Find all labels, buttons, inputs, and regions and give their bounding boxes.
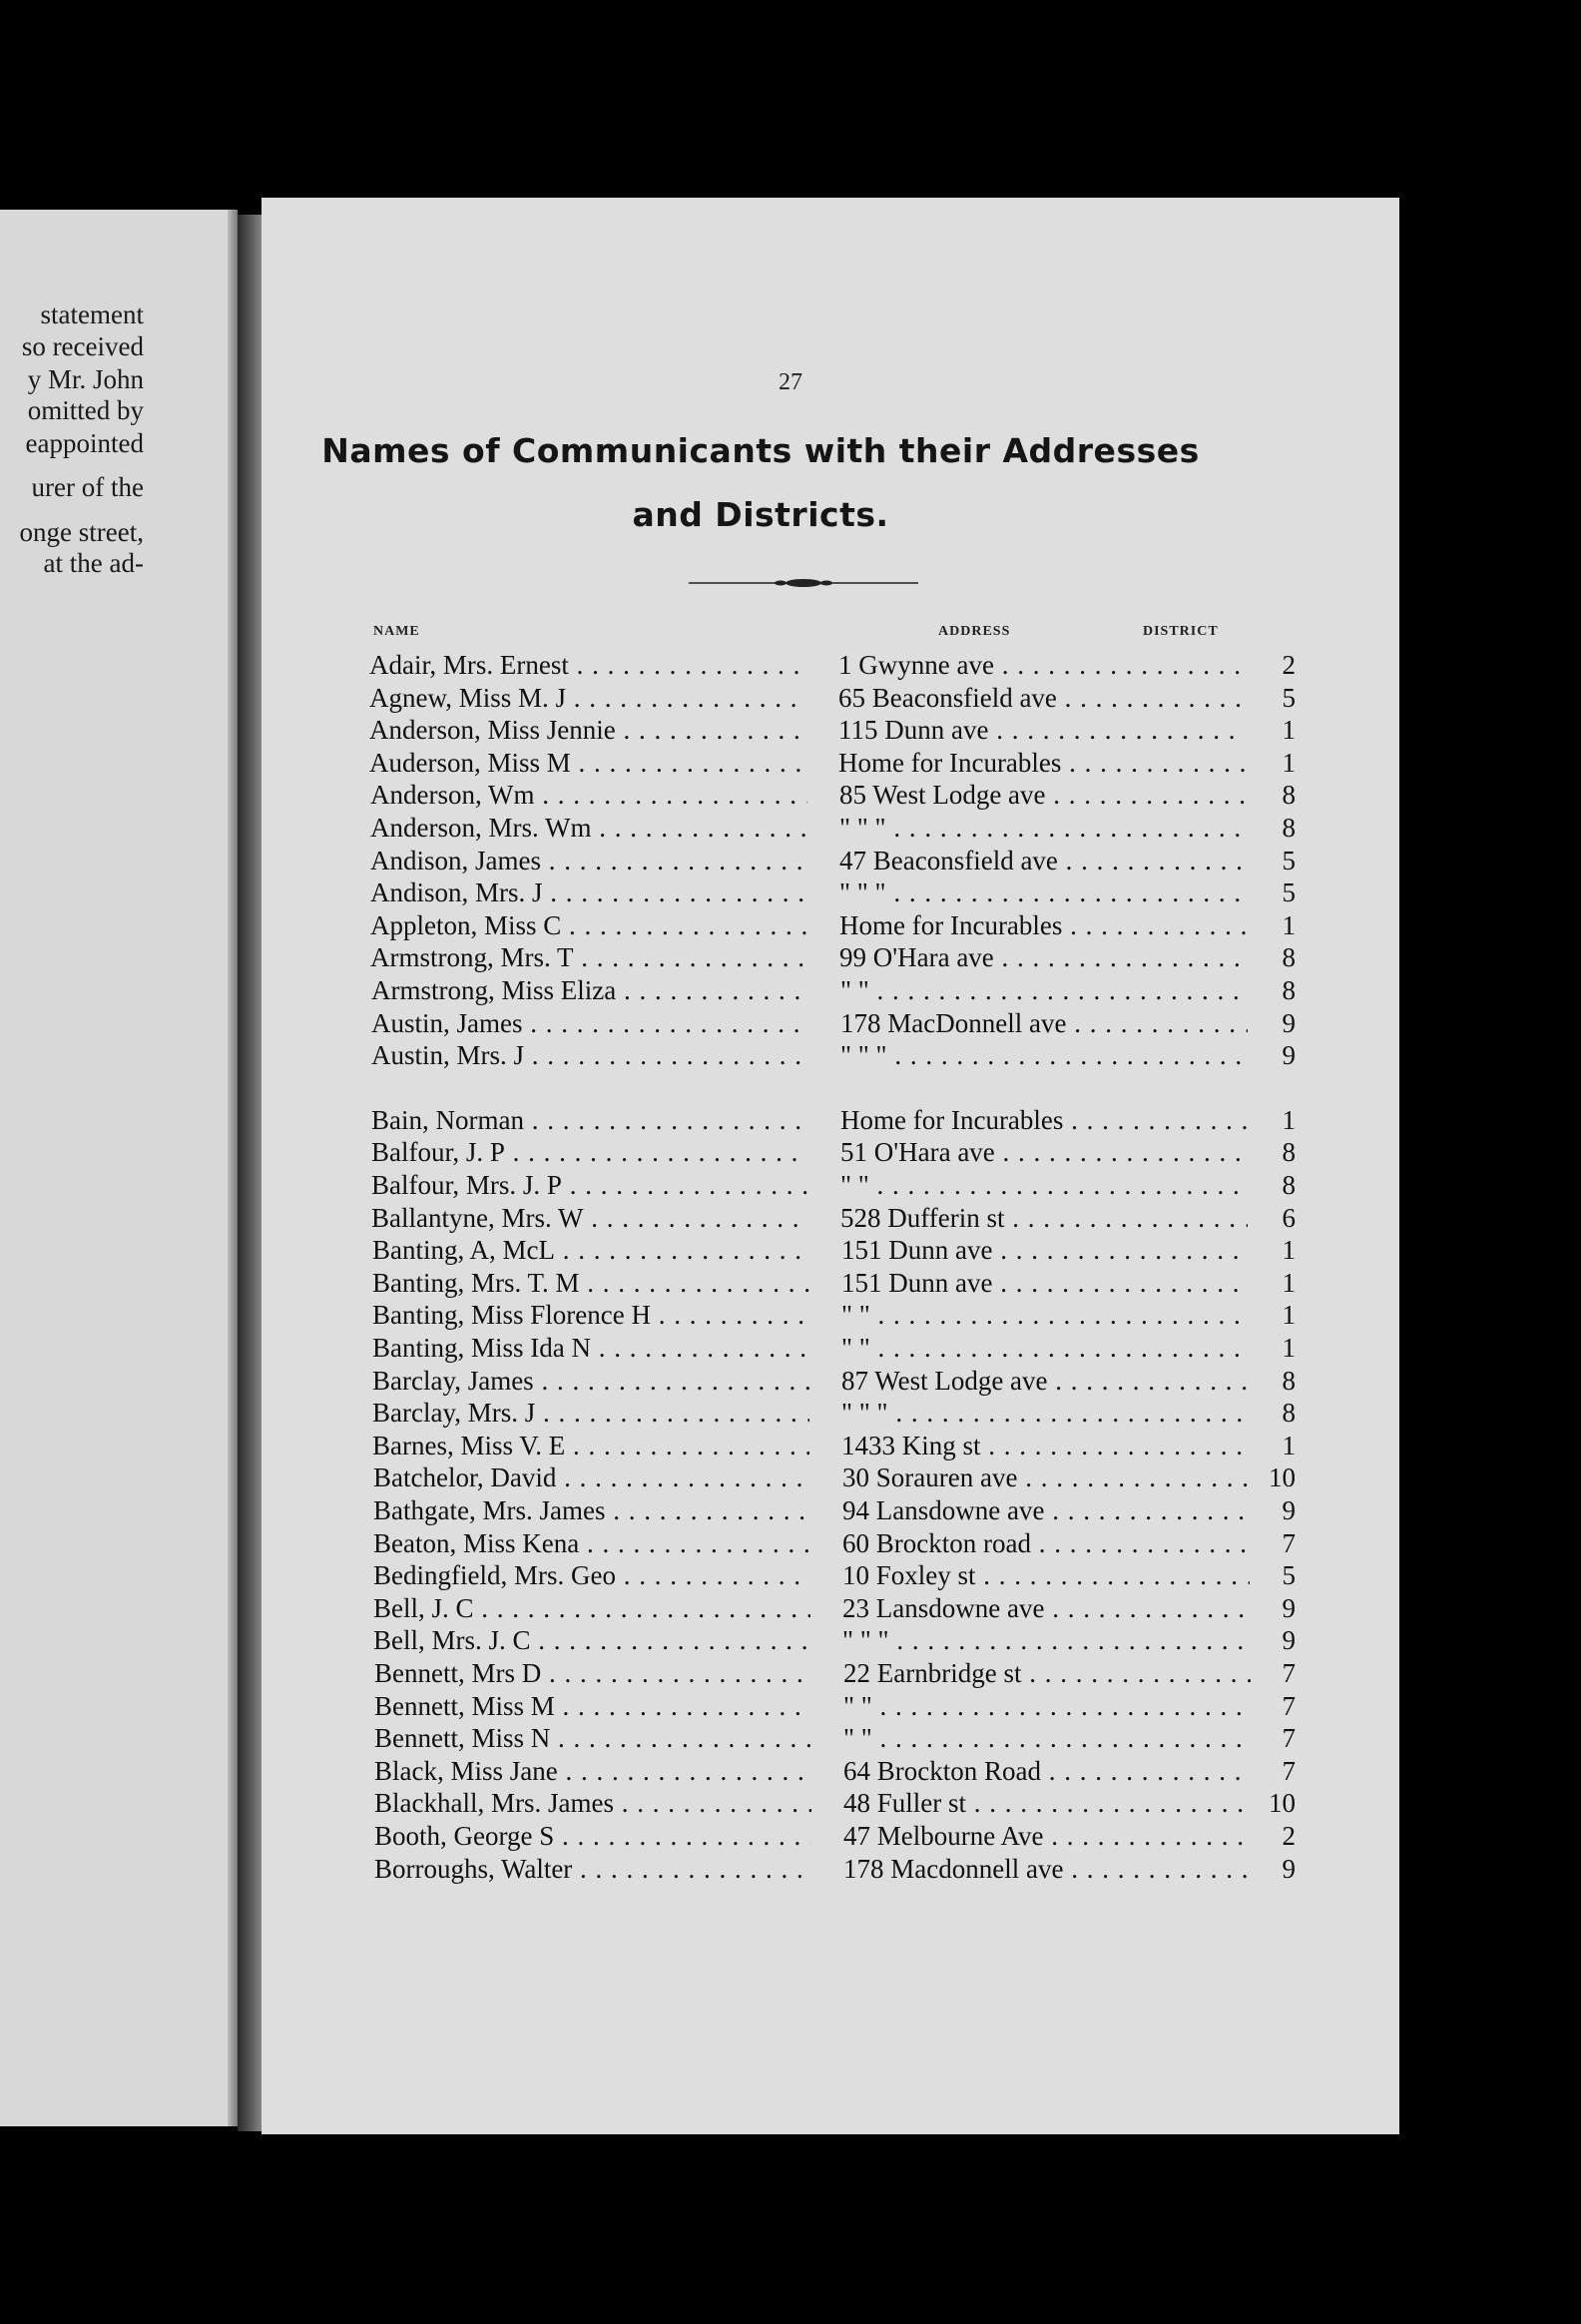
entry-district: 1 <box>1282 715 1296 746</box>
entry-address: 99 O'Hara ave . . . <box>839 941 1247 973</box>
entry-address: 48 Fuller st . . . <box>843 1787 1251 1819</box>
list-item <box>262 1690 1399 1722</box>
left-page-text: omitted by <box>27 395 144 425</box>
entry-name: Adair, Mrs. Ernest . . . <box>369 649 806 681</box>
entry-name: Bennett, Miss N . . . <box>374 1722 811 1754</box>
entry-district: 5 <box>1282 877 1296 908</box>
entry-name: Bell, Mrs. J. C . . . <box>373 1624 810 1656</box>
entry-name: Agnew, Miss M. J . . . <box>369 682 806 714</box>
left-page-text: statement <box>40 299 144 329</box>
list-item <box>262 1787 1399 1819</box>
list-item <box>262 714 1399 746</box>
list-item <box>262 1820 1399 1852</box>
entry-district: 10 <box>1269 1788 1296 1819</box>
list-item <box>262 876 1399 908</box>
entry-name: Banting, Mrs. T. M . . . <box>372 1267 809 1299</box>
entry-district: 5 <box>1282 1560 1296 1591</box>
list-item <box>262 747 1399 779</box>
entry-district: 8 <box>1282 1365 1296 1396</box>
list-item <box>262 1169 1399 1201</box>
entry-address: 47 Beaconsfield ave . . . <box>839 845 1247 876</box>
entry-district: 1 <box>1282 1300 1296 1331</box>
entry-address: 47 Melbourne Ave . . . <box>843 1820 1251 1852</box>
title-line-1: Names of Communicants with their Addresses <box>321 431 1200 470</box>
entry-name: Balfour, J. P . . . <box>371 1136 808 1168</box>
entry-name: Bathgate, Mrs. James . . . <box>373 1494 810 1526</box>
entry-district: 1 <box>1282 747 1296 778</box>
entry-name: Armstrong, Mrs. T . . . <box>370 941 807 973</box>
list-item <box>262 1624 1399 1656</box>
entry-address: " " " . . . <box>842 1624 1250 1656</box>
entry-district: 1 <box>1282 1333 1296 1363</box>
entry-name: Ballantyne, Mrs. W . . . <box>371 1202 808 1234</box>
entry-district: 8 <box>1282 942 1296 973</box>
list-item <box>262 974 1399 1006</box>
entry-address: 178 MacDonnell ave . . . <box>840 1007 1248 1039</box>
entry-name: Austin, Mrs. J . . . <box>371 1039 808 1071</box>
entry-name: Andison, James . . . <box>370 845 807 876</box>
entry-address: 85 West Lodge ave . . . <box>839 779 1247 811</box>
entry-district: 9 <box>1282 1040 1296 1071</box>
left-page-text: eappointed <box>25 428 144 458</box>
left-page-text: y Mr. John <box>27 364 144 394</box>
entry-district: 8 <box>1282 1170 1296 1200</box>
left-page-gutter <box>228 210 238 2126</box>
entry-district: 9 <box>1282 1853 1296 1884</box>
entry-address: " " " . . . <box>841 1397 1249 1429</box>
entry-district: 10 <box>1269 1462 1296 1493</box>
list-item <box>262 1299 1399 1331</box>
right-page <box>262 198 1399 2134</box>
left-page-text: onge street, <box>19 517 144 547</box>
entry-address: 51 O'Hara ave . . . <box>840 1136 1248 1168</box>
list-item <box>262 1267 1399 1299</box>
entry-name: Bedingfield, Mrs. Geo . . . <box>373 1559 810 1591</box>
entry-name: Batchelor, David . . . <box>373 1461 810 1493</box>
entry-address: 30 Sorauren ave . . . <box>842 1461 1250 1493</box>
entry-address: 151 Dunn ave . . . <box>841 1234 1249 1266</box>
entry-address: 87 West Lodge ave . . . <box>841 1365 1249 1397</box>
entry-name: Anderson, Wm . . . <box>370 779 807 811</box>
entry-address: 22 Earnbridge st . . . <box>843 1657 1251 1689</box>
entry-name: Banting, Miss Florence H . . . <box>372 1299 809 1331</box>
list-item <box>262 1592 1399 1624</box>
entry-address: 23 Lansdowne ave . . . <box>842 1592 1250 1624</box>
list-item <box>262 812 1399 844</box>
entry-name: Anderson, Miss Jennie . . . <box>369 714 806 746</box>
list-item <box>262 1365 1399 1397</box>
list-item <box>262 1430 1399 1461</box>
entry-district: 7 <box>1282 1690 1296 1721</box>
entry-district: 8 <box>1282 1398 1296 1429</box>
entry-address: 60 Brockton road . . . <box>842 1527 1250 1559</box>
entry-address: 178 Macdonnell ave . . . <box>843 1853 1251 1885</box>
entry-address: 151 Dunn ave . . . <box>841 1267 1249 1299</box>
entry-district: 1 <box>1282 1267 1296 1298</box>
entry-district: 7 <box>1282 1527 1296 1558</box>
entry-name: Bennett, Miss M . . . <box>374 1690 811 1722</box>
entry-district: 1 <box>1282 1104 1296 1135</box>
entry-address: Home for Incurables . . . <box>839 909 1247 941</box>
column-header-address: ADDRESS <box>938 624 1011 639</box>
list-item <box>262 1202 1399 1234</box>
list-item <box>262 1234 1399 1266</box>
entry-name: Auderson, Miss M . . . <box>369 747 806 779</box>
list-item <box>262 1039 1399 1071</box>
entry-address: 10 Foxley st . . . <box>842 1559 1250 1591</box>
left-page-text: so received <box>21 331 144 361</box>
column-header-name: NAME <box>373 624 420 639</box>
entry-name: Banting, A, McL . . . <box>372 1234 809 1266</box>
entry-address: " " " . . . <box>839 812 1247 844</box>
entry-district: 2 <box>1282 1821 1296 1851</box>
list-item <box>262 909 1399 941</box>
entry-name: Bell, J. C . . . <box>373 1592 810 1624</box>
entry-district: 2 <box>1282 650 1296 680</box>
entry-district: 9 <box>1282 1625 1296 1656</box>
entry-address: 115 Dunn ave . . . <box>838 714 1246 746</box>
list-item <box>262 1755 1399 1787</box>
entry-address: " " . . . <box>841 1299 1249 1331</box>
entry-name: Beaton, Miss Kena . . . <box>373 1527 810 1559</box>
entry-name: Booth, George S . . . <box>374 1820 811 1852</box>
entry-name: Barnes, Miss V. E . . . <box>372 1430 809 1461</box>
entry-district: 1 <box>1282 1430 1296 1460</box>
entry-name: Anderson, Mrs. Wm . . . <box>370 812 807 844</box>
entry-address: " " . . . <box>841 1332 1249 1364</box>
entry-name: Appleton, Miss C . . . <box>370 909 807 941</box>
entry-name: Bennett, Mrs D . . . <box>374 1657 811 1689</box>
entry-name: Armstrong, Miss Eliza . . . <box>371 974 808 1006</box>
entry-district: 9 <box>1282 1592 1296 1623</box>
list-item <box>262 1853 1399 1885</box>
entry-address: " " " . . . <box>839 876 1247 908</box>
ornament-divider <box>689 576 918 590</box>
page-number: 27 <box>779 369 802 395</box>
entry-district: 9 <box>1282 1495 1296 1525</box>
entry-address: 1 Gwynne ave . . . <box>838 649 1246 681</box>
left-page-text: at the ad- <box>43 548 144 578</box>
list-item <box>262 1007 1399 1039</box>
entry-address: 528 Dufferin st . . . <box>840 1202 1248 1234</box>
list-item <box>262 1104 1399 1136</box>
list-item <box>262 1494 1399 1526</box>
list-item <box>262 779 1399 811</box>
entry-address: 1433 King st . . . <box>841 1430 1249 1461</box>
entry-address: Home for Incurables . . . <box>840 1104 1248 1136</box>
entry-address: " " . . . <box>840 974 1248 1006</box>
list-item <box>262 682 1399 714</box>
column-header-district: DISTRICT <box>1143 624 1219 639</box>
list-item <box>262 1136 1399 1168</box>
title-line-2: and Districts. <box>632 495 889 534</box>
entry-district: 1 <box>1282 909 1296 940</box>
entry-district: 5 <box>1282 682 1296 713</box>
left-page-text: urer of the <box>31 472 144 502</box>
entry-name: Balfour, Mrs. J. P . . . <box>371 1169 808 1201</box>
entry-address: Home for Incurables . . . <box>838 747 1246 779</box>
list-item <box>262 1397 1399 1429</box>
entry-name: Banting, Miss Ida N . . . <box>372 1332 809 1364</box>
entry-district: 7 <box>1282 1723 1296 1754</box>
entry-district: 8 <box>1282 1137 1296 1168</box>
entry-district: 9 <box>1282 1007 1296 1038</box>
entry-name: Austin, James . . . <box>371 1007 808 1039</box>
entry-name: Borroughs, Walter . . . <box>374 1853 811 1885</box>
entry-address: " " " . . . <box>840 1039 1248 1071</box>
list-item <box>262 1657 1399 1689</box>
entry-address: 94 Lansdowne ave . . . <box>842 1494 1250 1526</box>
list-item <box>262 1559 1399 1591</box>
entry-address: " " . . . <box>843 1690 1251 1722</box>
entry-district: 8 <box>1282 975 1296 1005</box>
entry-address: " " . . . <box>843 1722 1251 1754</box>
entry-address: 64 Brockton Road . . . <box>843 1755 1251 1787</box>
entry-district: 8 <box>1282 813 1296 843</box>
entry-district: 5 <box>1282 845 1296 875</box>
entry-name: Barclay, Mrs. J . . . <box>372 1397 809 1429</box>
entry-district: 6 <box>1282 1202 1296 1233</box>
list-item <box>262 1527 1399 1559</box>
entry-district: 1 <box>1282 1235 1296 1266</box>
entry-name: Barclay, James . . . <box>372 1365 809 1397</box>
entry-name: Bain, Norman . . . <box>371 1104 808 1136</box>
entry-name: Black, Miss Jane . . . <box>374 1755 811 1787</box>
list-item <box>262 649 1399 681</box>
page-title <box>262 419 1260 547</box>
entry-address: " " . . . <box>840 1169 1248 1201</box>
entry-name: Andison, Mrs. J . . . <box>370 876 807 908</box>
entry-district: 7 <box>1282 1658 1296 1688</box>
list-item <box>262 1722 1399 1754</box>
entry-district: 7 <box>1282 1755 1296 1786</box>
entry-name: Blackhall, Mrs. James . . . <box>374 1787 811 1819</box>
left-page <box>0 210 238 2126</box>
entry-address: 65 Beaconsfield ave . . . <box>838 682 1246 714</box>
list-item <box>262 845 1399 876</box>
list-item <box>262 941 1399 973</box>
list-item <box>262 1461 1399 1493</box>
list-item <box>262 1332 1399 1364</box>
entry-district: 8 <box>1282 780 1296 811</box>
